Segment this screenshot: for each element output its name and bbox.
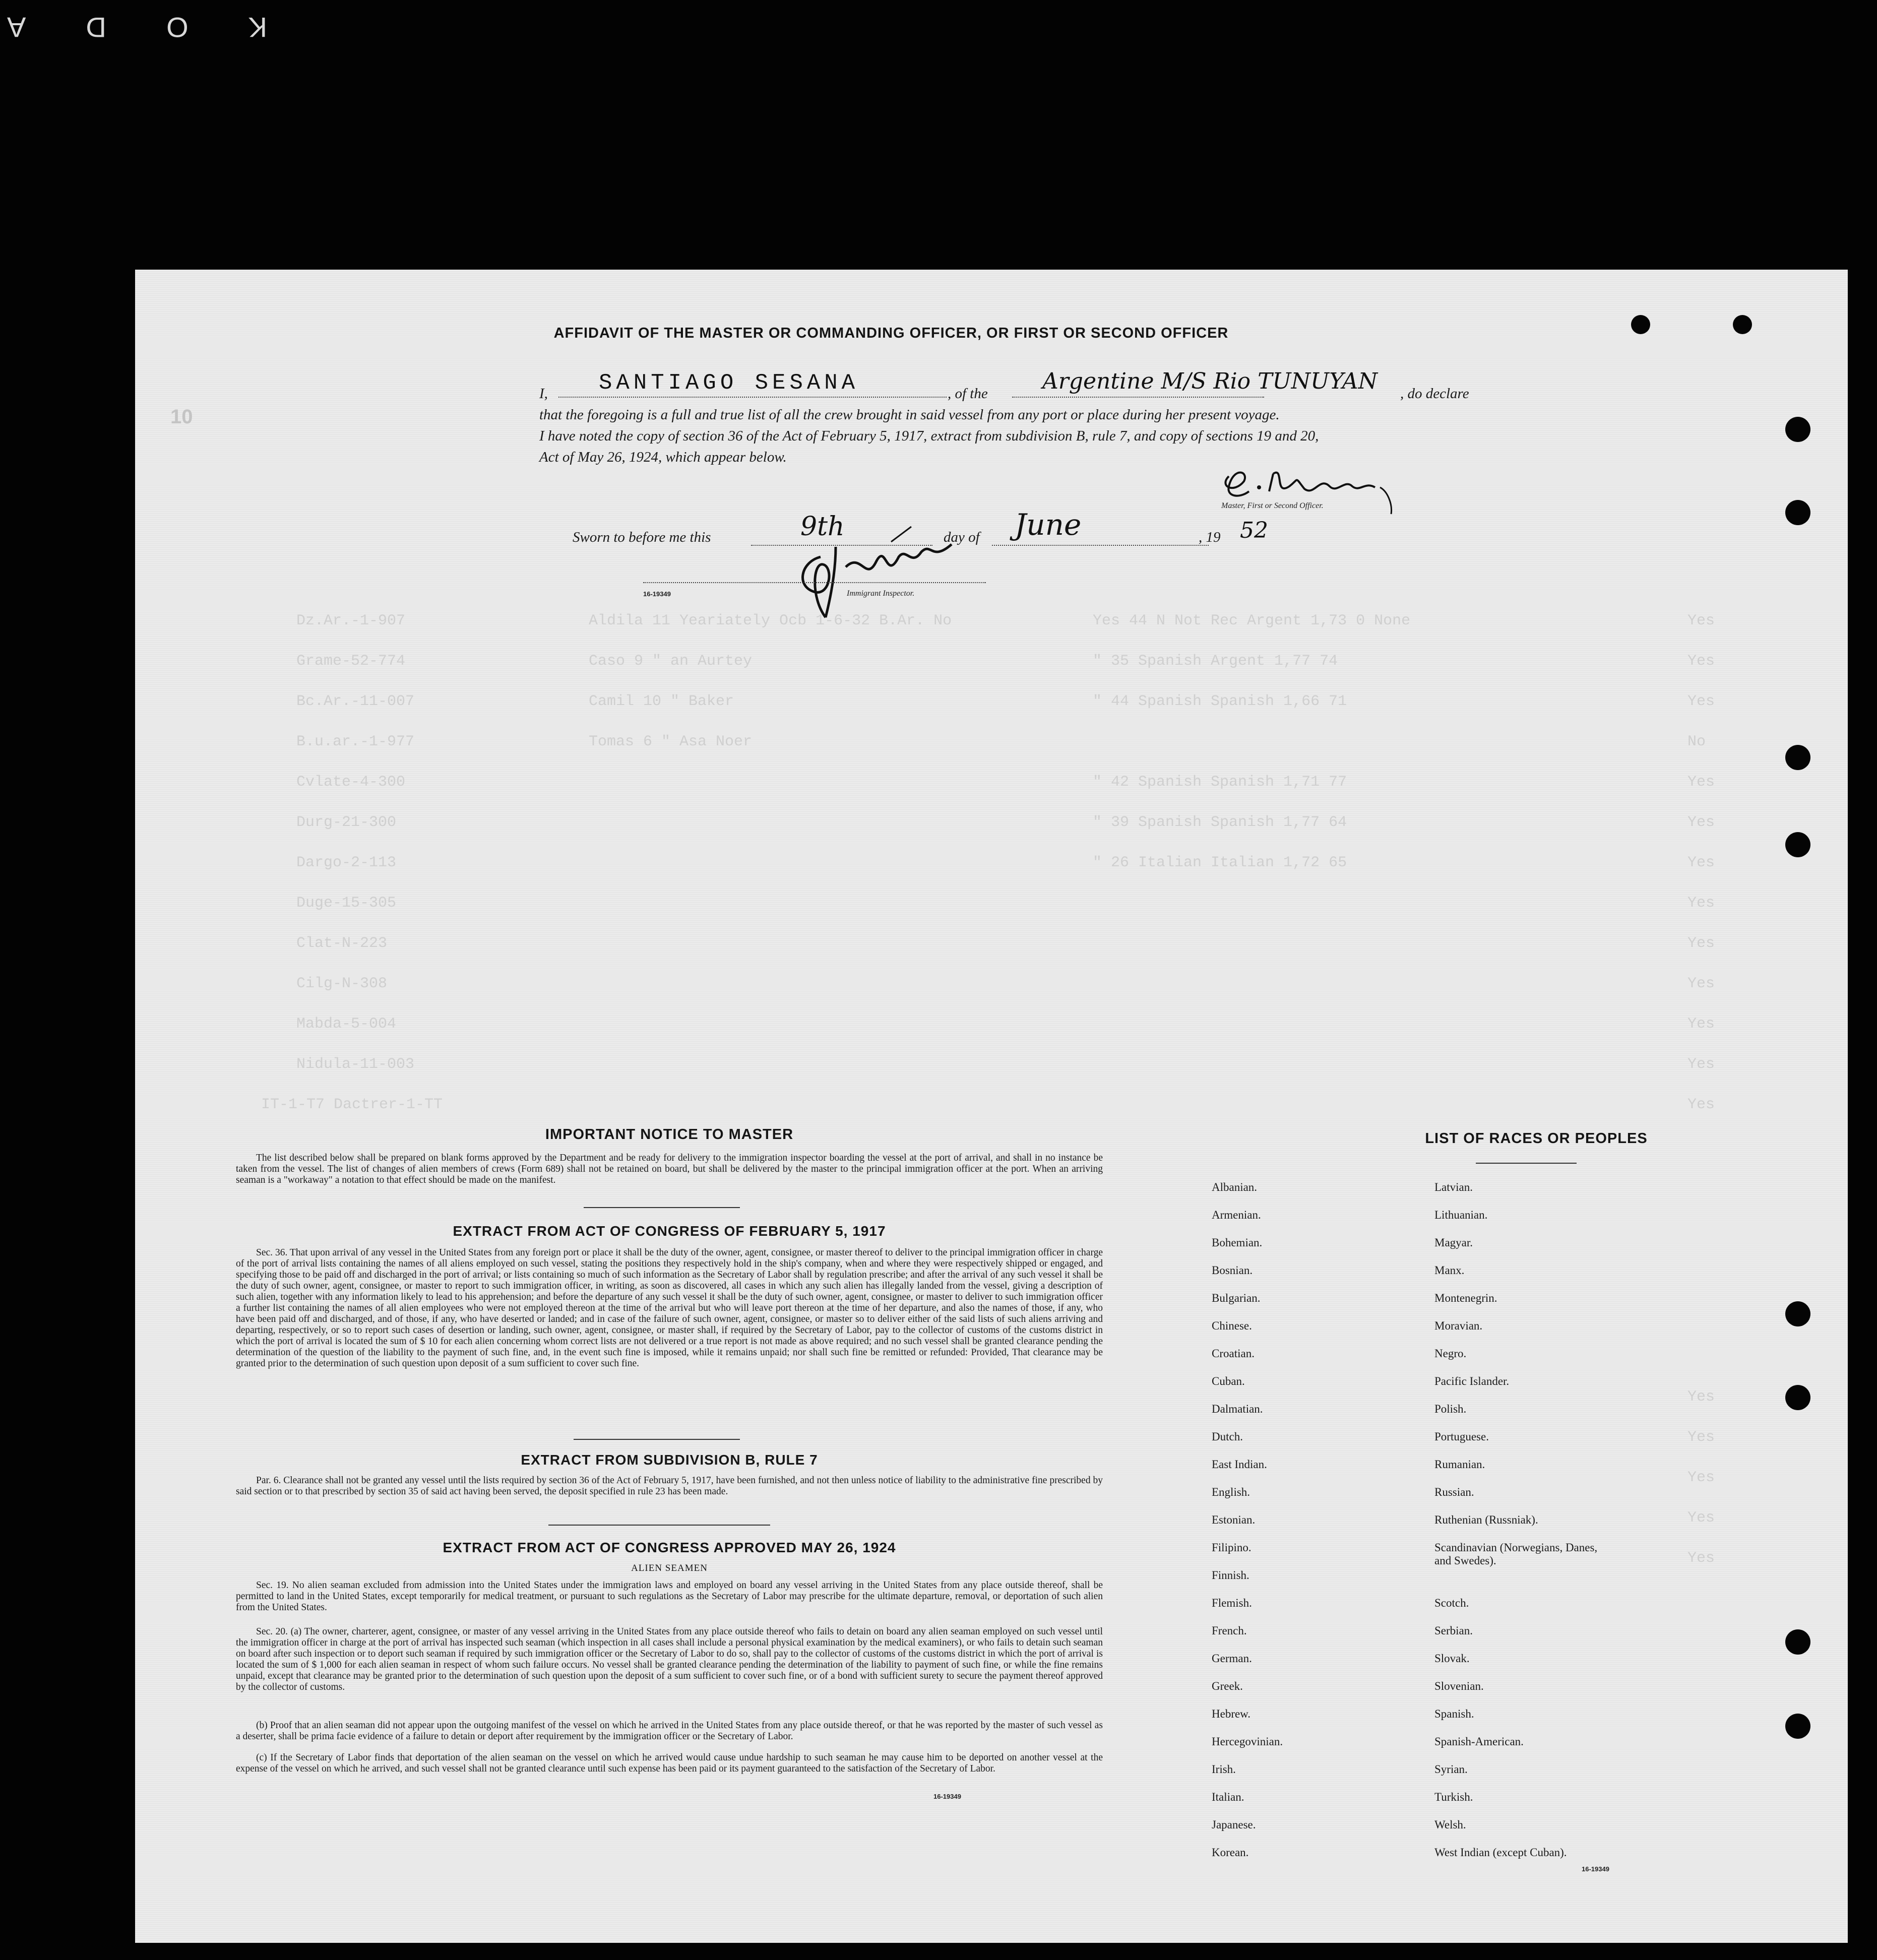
- extract-1924-sec19: Sec. 19. No alien seaman excluded from admission into the United States under the immigration laws and employed on board any vessel arriving in the United States from any place outside thereof, shall be permitted to land in the United States, except temporarily for medical treatment, or pursuant to such regulations as the Secretary of Labor may prescribe for the ultimate departure, removal, or deportation of such alien from the United States.: [236, 1580, 1103, 1613]
- race-item: Estonian.: [1212, 1513, 1256, 1526]
- races-column-2: [1434, 1181, 1616, 1874]
- races-form-number: 16-19349: [1582, 1865, 1609, 1873]
- race-item: Armenian.: [1212, 1209, 1261, 1221]
- race-item: Russian.: [1434, 1486, 1474, 1498]
- race-item: Filipino.: [1212, 1541, 1252, 1554]
- race-item: Negro.: [1434, 1347, 1467, 1360]
- race-item: Flemish.: [1212, 1597, 1252, 1609]
- punch-hole: [1733, 315, 1752, 334]
- race-item: Serbian.: [1434, 1624, 1473, 1637]
- punch-hole: [1785, 500, 1810, 525]
- punch-hole: [1785, 745, 1810, 770]
- race-item: Chinese.: [1212, 1319, 1252, 1332]
- race-item: Slovenian.: [1434, 1680, 1484, 1692]
- races-column-1: [1212, 1181, 1283, 1874]
- race-item: Spanish-American.: [1434, 1735, 1524, 1748]
- name-underline: [558, 397, 947, 398]
- race-item: Greek.: [1212, 1680, 1243, 1692]
- alien-seamen-subtitle: ALIEN SEAMEN: [631, 1563, 708, 1573]
- year-prefix: , 19: [1199, 529, 1221, 545]
- race-item: Italian.: [1212, 1791, 1244, 1803]
- race-item: Latvian.: [1434, 1181, 1473, 1193]
- extract-1924-sec20b: (b) Proof that an alien seaman did not appear upon the outgoing manifest of the vessel on which he arrived in the United States from any place outside thereof, or that he was reported by the master of such vessel as a deserter, shall be prima facie evidence of a failure to detain or deport after requirement by the immigration officer or the Secretary of Labor.: [236, 1720, 1103, 1742]
- race-item: Bosnian.: [1212, 1264, 1253, 1277]
- section-divider: [584, 1207, 740, 1208]
- races-title: LIST OF RACES OR PEOPLES: [1425, 1130, 1648, 1147]
- vessel-underline: [1012, 397, 1264, 398]
- sworn-day: 9th: [800, 512, 845, 542]
- film-edge-label: [5, 11, 267, 44]
- inspector-signature: [760, 522, 992, 622]
- race-item: Scandinavian (Norwegians, Danes, and Swedes).: [1434, 1541, 1598, 1567]
- punch-hole: [1785, 832, 1810, 857]
- race-item: Scotch.: [1434, 1597, 1469, 1609]
- do-declare-label: , do declare: [1400, 386, 1469, 402]
- sworn-label: Sworn to before me this: [573, 529, 711, 545]
- race-item: Croatian.: [1212, 1347, 1255, 1360]
- extract-1924-title: EXTRACT FROM ACT OF CONGRESS APPROVED MAY 26, 1924: [443, 1540, 896, 1555]
- section-divider: [574, 1439, 740, 1440]
- race-item: Hercegovinian.: [1212, 1735, 1283, 1748]
- race-item: Polish.: [1434, 1403, 1467, 1415]
- punch-hole: [1785, 1629, 1810, 1655]
- punch-hole: [1785, 1301, 1810, 1326]
- race-item: Spanish.: [1434, 1708, 1474, 1720]
- punch-hole: [1785, 417, 1810, 442]
- race-item: Welsh.: [1434, 1818, 1466, 1831]
- race-item: Cuban.: [1212, 1375, 1245, 1387]
- master-signature-caption: Master, First or Second Officer.: [1221, 501, 1324, 510]
- race-item: Rumanian.: [1434, 1458, 1485, 1471]
- punch-hole: [1785, 1385, 1810, 1410]
- inspector-underline: [643, 582, 986, 583]
- affidavit-title: AFFIDAVIT OF THE MASTER OR COMMANDING OFFICER, OR FIRST OR SECOND OFFICER: [553, 325, 1229, 341]
- extract-rule7-title: EXTRACT FROM SUBDIVISION B, RULE 7: [521, 1452, 818, 1468]
- extract-1917-text: Sec. 36. That upon arrival of any vessel in the United States from any foreign port or place it shall be the duty of the owner, agent, consignee, or master thereof to deliver to the principal immigration officer in charge of the port of arrival lists containing the names of all aliens employed on such vessel, stating the positions they respectively hold in the ship's company, when and where they were respectively shipped or engaged, and specifying those to be paid off and discharged in the port of arrival; or lists containing so much of such information as the Secretary of Labor shall by regulation prescribe; and after the arrival of any such vessel it shall be the duty of such owner, agent, consignee, or master to report to such immigration officer, in writing, as soon as discovered, all cases in which any such alien has illegally landed from the vessel, giving a description of such alien, together with any information likely to lead to his apprehension; and before the departure of any such vessel it shall be the duty of such owner, agent, consignee, or master to deliver to such immigration officer a further list containing the names of all alien employees who were not employed thereon at the time of the arrival but who will leave port thereon at the time of her departure, and also the names of those, if any, who have been paid off and discharged, and of those, if any, who have deserted or landed; and in case of the failure of such owner, agent, consignee, or master so to deliver either of the said lists of such aliens arriving and departing, respectively, or so to report such cases of desertion or landing, such owner, agent, consignee, or master shall, if required by the Secretary of Labor, pay to the collector of customs of the customs district in which the port of arrival is located the sum of $ 10 for each alien concerning whom correct lists are not delivered or a true report is not made as above required; and no such vessel shall be granted clearance pending the determination of the question of the liability to the payment of such fine, and, in the event such fine is imposed, while it remains unpaid; nor shall such fine be remitted or refunded: Provided, That clearance may be granted prior to the determination of such question upon deposit of a sum sufficient to cover such fine.: [236, 1247, 1103, 1369]
- race-item: Japanese.: [1212, 1818, 1256, 1831]
- race-item: Manx.: [1434, 1264, 1465, 1277]
- film-letter: A: [5, 12, 26, 43]
- extract-form-number: 16-19349: [933, 1793, 961, 1800]
- race-item: Portuguese.: [1434, 1430, 1489, 1443]
- race-item: Irish.: [1212, 1763, 1236, 1776]
- extract-1917-title: EXTRACT FROM ACT OF CONGRESS OF FEBRUARY 5, 1917: [453, 1223, 886, 1239]
- race-item: English.: [1212, 1486, 1250, 1498]
- affidavit-line-4: Act of May 26, 1924, which appear below.: [539, 449, 787, 465]
- affidavit-i-label: I,: [539, 386, 548, 402]
- extract-1924-sec20a: Sec. 20. (a) The owner, charterer, agent, consignee, or master of any vessel arriving in the United States from any place outside thereof who fails to detain on board any alien seaman employed on such vessel until the immigration officer in charge at the port of arrival has inspected such seaman (which inspection in all cases shall include a personal physical examination by the medical examiners), or who fails to detain such seaman on board after such inspection or to deport such seaman if required by such immigration officer or the Secretary of Labor to do so, shall pay to the collector of customs of the customs district in which the port of arrival is located the sum of $ 1,000 for each alien seaman in respect of whom such failure occurs. No vessel shall be granted clearance pending the determination of the liability to payment of such fine, or while the fine remains unpaid, except that clearance may be granted prior to the determination of such question upon the deposit of a sum sufficient to cover such fine, or of a bond with sufficient surety to secure the payment thereof approved by the collector of customs.: [236, 1626, 1103, 1692]
- race-item: Albanian.: [1212, 1181, 1258, 1193]
- day-of-label: day of: [944, 529, 980, 545]
- race-item: French.: [1212, 1624, 1247, 1637]
- race-item: Pacific Islander.: [1434, 1375, 1510, 1387]
- notice-text: The list described below shall be prepared on blank forms approved by the Department and be ready for delivery to the immigration inspector boarding the vessel at the port of arrival, and shall in no instance be taken from the vessel. The list of changes of alien members of crews (Form 689) shall not be retained on board, but shall be delivered by the master to the principal immigration officer at the port. When an arriving seaman is a "workaway" a notation to that effect should be made on the manifest.: [236, 1153, 1103, 1185]
- extract-1924-sec20c: (c) If the Secretary of Labor finds that deportation of the alien seaman on the vessel on which he arrived would cause undue hardship to such seaman he may cause him to be deported on another vessel at the expense of the vessel on which he arrived, and such vessel shall not be granted clearance until such expense has been paid or its payment guaranteed to the satisfaction of the Secretary of Labor.: [236, 1752, 1103, 1774]
- race-item: Syrian.: [1434, 1763, 1468, 1776]
- document-sheet: 10 Dz.Ar.-1-907 Grame-52-774 Bc.Ar.-11-007 B.u.ar.-1-977 Cvlate-4-300 Durg-21-300 Dargo-2-113 Duge-15-305 Clat-N-223 Cilg-N-308 Mabda-5-004 Nidula-11-003 IT-1-T7 Dactrer-1-TT Yes Yes Yes No Yes Yes Yes Yes Yes Yes Yes Yes Yes Yes Yes Yes Yes Yes Yes 44 N Not Rec Argent 1,73 0 None " 35 Spanish Argent 1,77 74 " 44 Spanish Spanish 1,66 71 " 42 Spanish Spanish 1,71 77 " 39 Spanish Spanish 1,77 64 " 26 Italian Italian 1,72 65 Aldila 11 Yeariately Ocb 1-6-32 B.Ar. No Caso 9 " an Aurtey Camil 10 " Baker Tomas 6 " Asa Noer AFFIDAVIT OF THE MASTER OR COMMANDING OFFICER, OR FIRST OR SECOND OFFICER I, SANTIAGO SESANA , of the Argentine M/S Rio TUNUYAN , do declare that the foregoing is a full and true list of all the crew brought in said vessel from any port or place during her present voyage. I have noted the copy of section 36 of the Act of February 5, 1917, extract from subdivision B, rule 7, and copy of sections 19 and 20, Act of May 26, 1924, which appear below. Master, First or Second Officer. Sworn to before me this 9th day of June , 19 52 16-19349 Immigrant Inspector. IMPORTANT NOTICE TO MASTER The list described below shall be prepared on blank forms approved by the Department and be ready for delivery to the immigration inspector boarding the vessel at the port of arrival, and shall in no instance be taken from the vessel. The list of changes of alien members of crews (Form 689) shall not be retained on board, but shall be delivered by the master to the principal immigration officer at the port. When an arriving seaman is a "workaway" a notation to that effect should be made on the manifest. EXTRACT FROM ACT OF CONGRESS OF FEBRUARY 5, 1917 Sec. 36. That upon arrival of any vessel in the United States from any foreign port or place it shall be the duty of the owner, agent, consignee, or master thereof to deliver to the principal immigration officer in charge of the port of arrival lists containing the names of all aliens employed on such vessel, stating the positions they respectively hold in the ship's company, when and where they were respectively shipped or engaged, and specifying those to be paid off and discharged in the port of arrival; or lists containing so much of such information as the Secretary of Labor shall by regulation prescribe; and after the arrival of any such vessel it shall be the duty of such owner, agent, consignee, or master to report to such immigration officer, in writing, as soon as discovered, all cases in which any such alien has illegally landed from the vessel, giving a description of such alien, together with any information likely to lead to his apprehension; and before the departure of any such vessel it shall be the duty of such owner, agent, consignee, or master to deliver to such immigration officer a further list containing the names of all alien employees who were not employed thereon at the time of the arrival but who will leave port thereon at the time of her departure, and also the names of those, if any, who have been paid off and discharged, and of those, if any, who have deserted or landed; and in case of the failure of such owner, agent, consignee, or master so to deliver either of the said lists of such aliens arriving and departing, respectively, or so to report such cases of desertion or landing, such owner, agent, consignee, or master shall, if required by the Secretary of Labor, pay to the collector of customs of the customs district in which the port of arrival is located the sum of $ 10 for each alien concerning whom correct lists are not delivered or a true report is not made as above required; and no such vessel shall be granted clearance pending the determination of the question of the liability to the payment of such fine, and, in the event such fine is imposed, while it remains unpaid; nor shall such fine be remitted or refunded: Provided, That clearance may be granted prior to the determination of such question upon deposit of a sum sufficient to cover such fine. EXTRACT FROM SUBDIVISION B, RULE 7 Par. 6. Clearance shall not be granted any vessel until the lists required by section 36 of the Act of February 5, 1917, have been furnished, and not then unless notice of liability to the administrative fine prescribed by said section or to that prescribed by section 35 of said act having been served, the deposit specified in rule 23 has been made. EXTRACT FROM ACT OF CONGRESS APPROVED MAY 26, 1924 ALIEN SEAMEN Sec. 19. No alien seaman excluded from admission into the United States under the immigration laws and employed on board any vessel arriving in the United States from any place outside thereof, shall be permitted to land in the United States, except temporarily for medical treatment, or pursuant to such regulations as the Secretary of Labor may prescribe for the ultimate departure, removal, or deportation of such alien from the United States. Sec. 20. (a) The owner, charterer, agent, consignee, or master of any vessel arriving in the United States from any place outside thereof who fails to detain on board any alien seaman employed on such vessel until the immigration officer in charge at the port of arrival has inspected such seaman (which inspection in all cases shall include a personal physical examination by the medical examiners), or who fails to detain such seaman on board after such inspection or to deport such seaman if required by such immigration officer or the Secretary of Labor to do so, shall pay to the collector of customs of the customs district in which the port of arrival is located the sum of $ 1,000 for each alien seaman in respect of whom such failure occurs. No vessel shall be granted clearance pending the determination of the liability to payment of such fine, or while the fine remains unpaid, except that clearance may be granted prior to the determination of such question upon the deposit of a sum sufficient to cover such fine, or of a bond with sufficient surety to secure the payment thereof approved by the collector of customs. (b) Proof that an alien seaman did not appear upon the outgoing manifest of the vessel on which he arrived in the United States from any place outside thereof, or that he was reported by the master of such vessel as a deserter, shall be prima facie evidence of a failure to detain or deport after requirement by the immigration officer or the Secretary of Labor. (c) If the Secretary of Labor finds that deportation of the alien seaman on the vessel on which he arrived would cause undue hardship to such seaman he may cause him to be deported on another vessel at the expense of the vessel on which he arrived, and such vessel shall not be granted clearance until such expense has been paid or its payment guaranteed to the satisfaction of the Secretary of Labor. 16-19349 LIST OF RACES OR PEOPLES Albanian. Armenian. Bohemian. Bosnian. Bulgarian. Chinese. Croatian. Cuban. Dalmatian. Dutch. East Indian. English. Estonian. Filipino. Finnish. Flemish. French. German. Greek. Hebrew. Hercegovinian. Irish. Italian. Japanese. Korean. Latvian. Lithuanian. Magyar. Manx. Montenegrin. Moravian. Negro. Pacific Islander. Polish. Portuguese. Rumanian. Russian. Ruthenian (Russniak). Scandinavian (Norwegians, Danes, and Swedes). Scotch. Serbian. Slovak. Slovenian. Spanish. Spanish-American. Syrian. Turkish. Welsh. West Indian (except Cuban). 16-19349: [135, 270, 1848, 1943]
- race-item: West Indian (except Cuban).: [1434, 1846, 1567, 1859]
- sworn-month-underline: [992, 545, 1209, 546]
- race-item: Dalmatian.: [1212, 1403, 1263, 1415]
- punch-hole: [1785, 1714, 1810, 1739]
- film-letter: K: [246, 12, 267, 43]
- race-item: Korean.: [1212, 1846, 1249, 1859]
- race-item: Moravian.: [1434, 1319, 1483, 1332]
- of-the-label: , of the: [948, 386, 988, 402]
- sworn-month: June: [1015, 508, 1082, 542]
- vessel-name-handwritten: Argentine M/S Rio TUNUYAN: [1042, 368, 1378, 394]
- race-item: Bohemian.: [1212, 1236, 1263, 1249]
- race-item: Lithuanian.: [1434, 1209, 1488, 1221]
- race-item: East Indian.: [1212, 1458, 1267, 1471]
- race-item: Dutch.: [1212, 1430, 1243, 1443]
- master-name: SANTIAGO SESANA: [599, 370, 859, 396]
- races-title-divider: [1476, 1163, 1577, 1164]
- race-item: Magyar.: [1434, 1236, 1473, 1249]
- affidavit-form-number: 16-19349: [643, 590, 671, 598]
- section-divider: [548, 1525, 770, 1526]
- extract-rule7-text: Par. 6. Clearance shall not be granted any vessel until the lists required by section 36 of the Act of February 5, 1917, have been furnished, and not then unless notice of liability to the administrative fine prescribed by said section or to that prescribed by section 35 of said act having been served, the deposit specified in rule 23 has been made.: [236, 1475, 1103, 1497]
- race-item: Montenegrin.: [1434, 1292, 1497, 1304]
- race-item: Turkish.: [1434, 1791, 1473, 1803]
- affidavit-line-3: I have noted the copy of section 36 of the Act of February 5, 1917, extract from subdivision B, rule 7, and copy of sections 19 and 20,: [539, 428, 1319, 444]
- notice-title: IMPORTANT NOTICE TO MASTER: [545, 1126, 794, 1143]
- film-letter: O: [164, 12, 189, 43]
- race-item: German.: [1212, 1652, 1252, 1665]
- affidavit-line-2: that the foregoing is a full and true list of all the crew brought in said vessel from any port or place during her present voyage.: [539, 407, 1280, 423]
- race-item: Finnish.: [1212, 1569, 1249, 1582]
- film-letter: D: [84, 12, 106, 43]
- race-item: Slovak.: [1434, 1652, 1470, 1665]
- sworn-year: 52: [1240, 518, 1268, 543]
- race-item: Ruthenian (Russniak).: [1434, 1513, 1538, 1526]
- inspector-caption: Immigrant Inspector.: [847, 589, 915, 598]
- race-item: Hebrew.: [1212, 1708, 1251, 1720]
- race-item: Bulgarian.: [1212, 1292, 1261, 1304]
